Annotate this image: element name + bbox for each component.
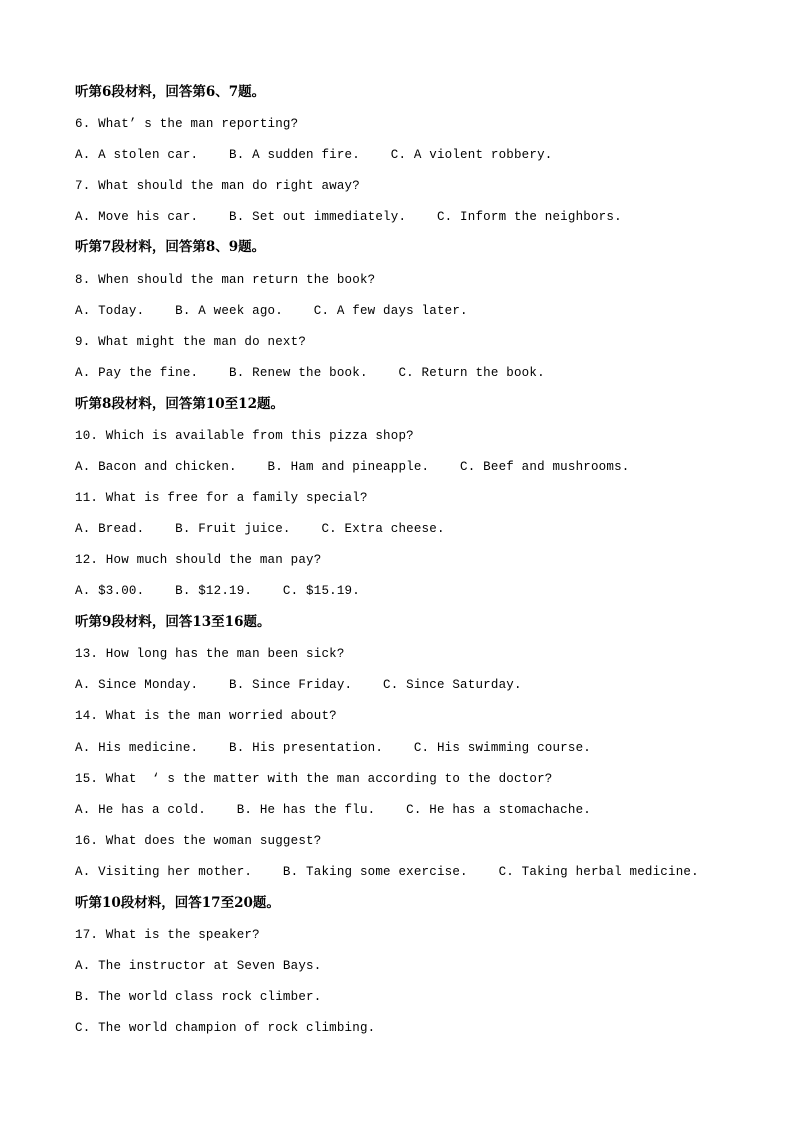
question-text: 17. What is the speaker? bbox=[75, 928, 260, 942]
answer-options: A. His medicine. B. His presentation. C. His swimming course. bbox=[75, 741, 591, 755]
section-heading: 听第6段材料，回答第6、7题。 bbox=[75, 84, 266, 100]
answer-options: A. Since Monday. B. Since Friday. C. Since Saturday. bbox=[75, 678, 522, 692]
section-heading: 听第8段材料，回答第10至12题。 bbox=[75, 396, 284, 412]
question-text: 8. When should the man return the book? bbox=[75, 273, 376, 287]
answer-options: A. $3.00. B. $12.19. C. $15.19. bbox=[75, 584, 360, 598]
answer-options: A. Visiting her mother. B. Taking some exercise. C. Taking herbal medicine. bbox=[75, 865, 699, 879]
answer-options: A. Bread. B. Fruit juice. C. Extra cheese. bbox=[75, 522, 445, 536]
question-text: 14. What is the man worried about? bbox=[75, 709, 337, 723]
answer-option-a: A. The instructor at Seven Bays. bbox=[75, 959, 322, 973]
answer-options: A. Pay the fine. B. Renew the book. C. Return the book. bbox=[75, 366, 545, 380]
section-heading: 听第7段材料，回答第8、9题。 bbox=[75, 239, 266, 255]
question-text: 6. What’ s the man reporting? bbox=[75, 117, 299, 131]
question-text: 7. What should the man do right away? bbox=[75, 179, 360, 193]
question-text: 16. What does the woman suggest? bbox=[75, 834, 322, 848]
question-text: 13. How long has the man been sick? bbox=[75, 647, 345, 661]
answer-option-b: B. The world class rock climber. bbox=[75, 990, 322, 1004]
answer-options: A. He has a cold. B. He has the flu. C. He has a stomachache. bbox=[75, 803, 591, 817]
question-text: 12. How much should the man pay? bbox=[75, 553, 322, 567]
answer-options: A. Move his car. B. Set out immediately. C. Inform the neighbors. bbox=[75, 210, 622, 224]
answer-options: A. A stolen car. B. A sudden fire. C. A violent robbery. bbox=[75, 148, 553, 162]
answer-options: A. Today. B. A week ago. C. A few days later. bbox=[75, 304, 468, 318]
section-heading: 听第9段材料，回答13至16题。 bbox=[75, 614, 271, 630]
answer-option-c: C. The world champion of rock climbing. bbox=[75, 1021, 376, 1035]
answer-options: A. Bacon and chicken. B. Ham and pineapple. C. Beef and mushrooms. bbox=[75, 460, 630, 474]
question-text: 15. What ‘ s the matter with the man according to the doctor? bbox=[75, 772, 553, 786]
question-text: 10. Which is available from this pizza shop? bbox=[75, 429, 414, 443]
question-text: 9. What might the man do next? bbox=[75, 335, 307, 349]
question-text: 11. What is free for a family special? bbox=[75, 491, 368, 505]
section-heading: 听第10段材料，回答17至20题。 bbox=[75, 895, 280, 911]
